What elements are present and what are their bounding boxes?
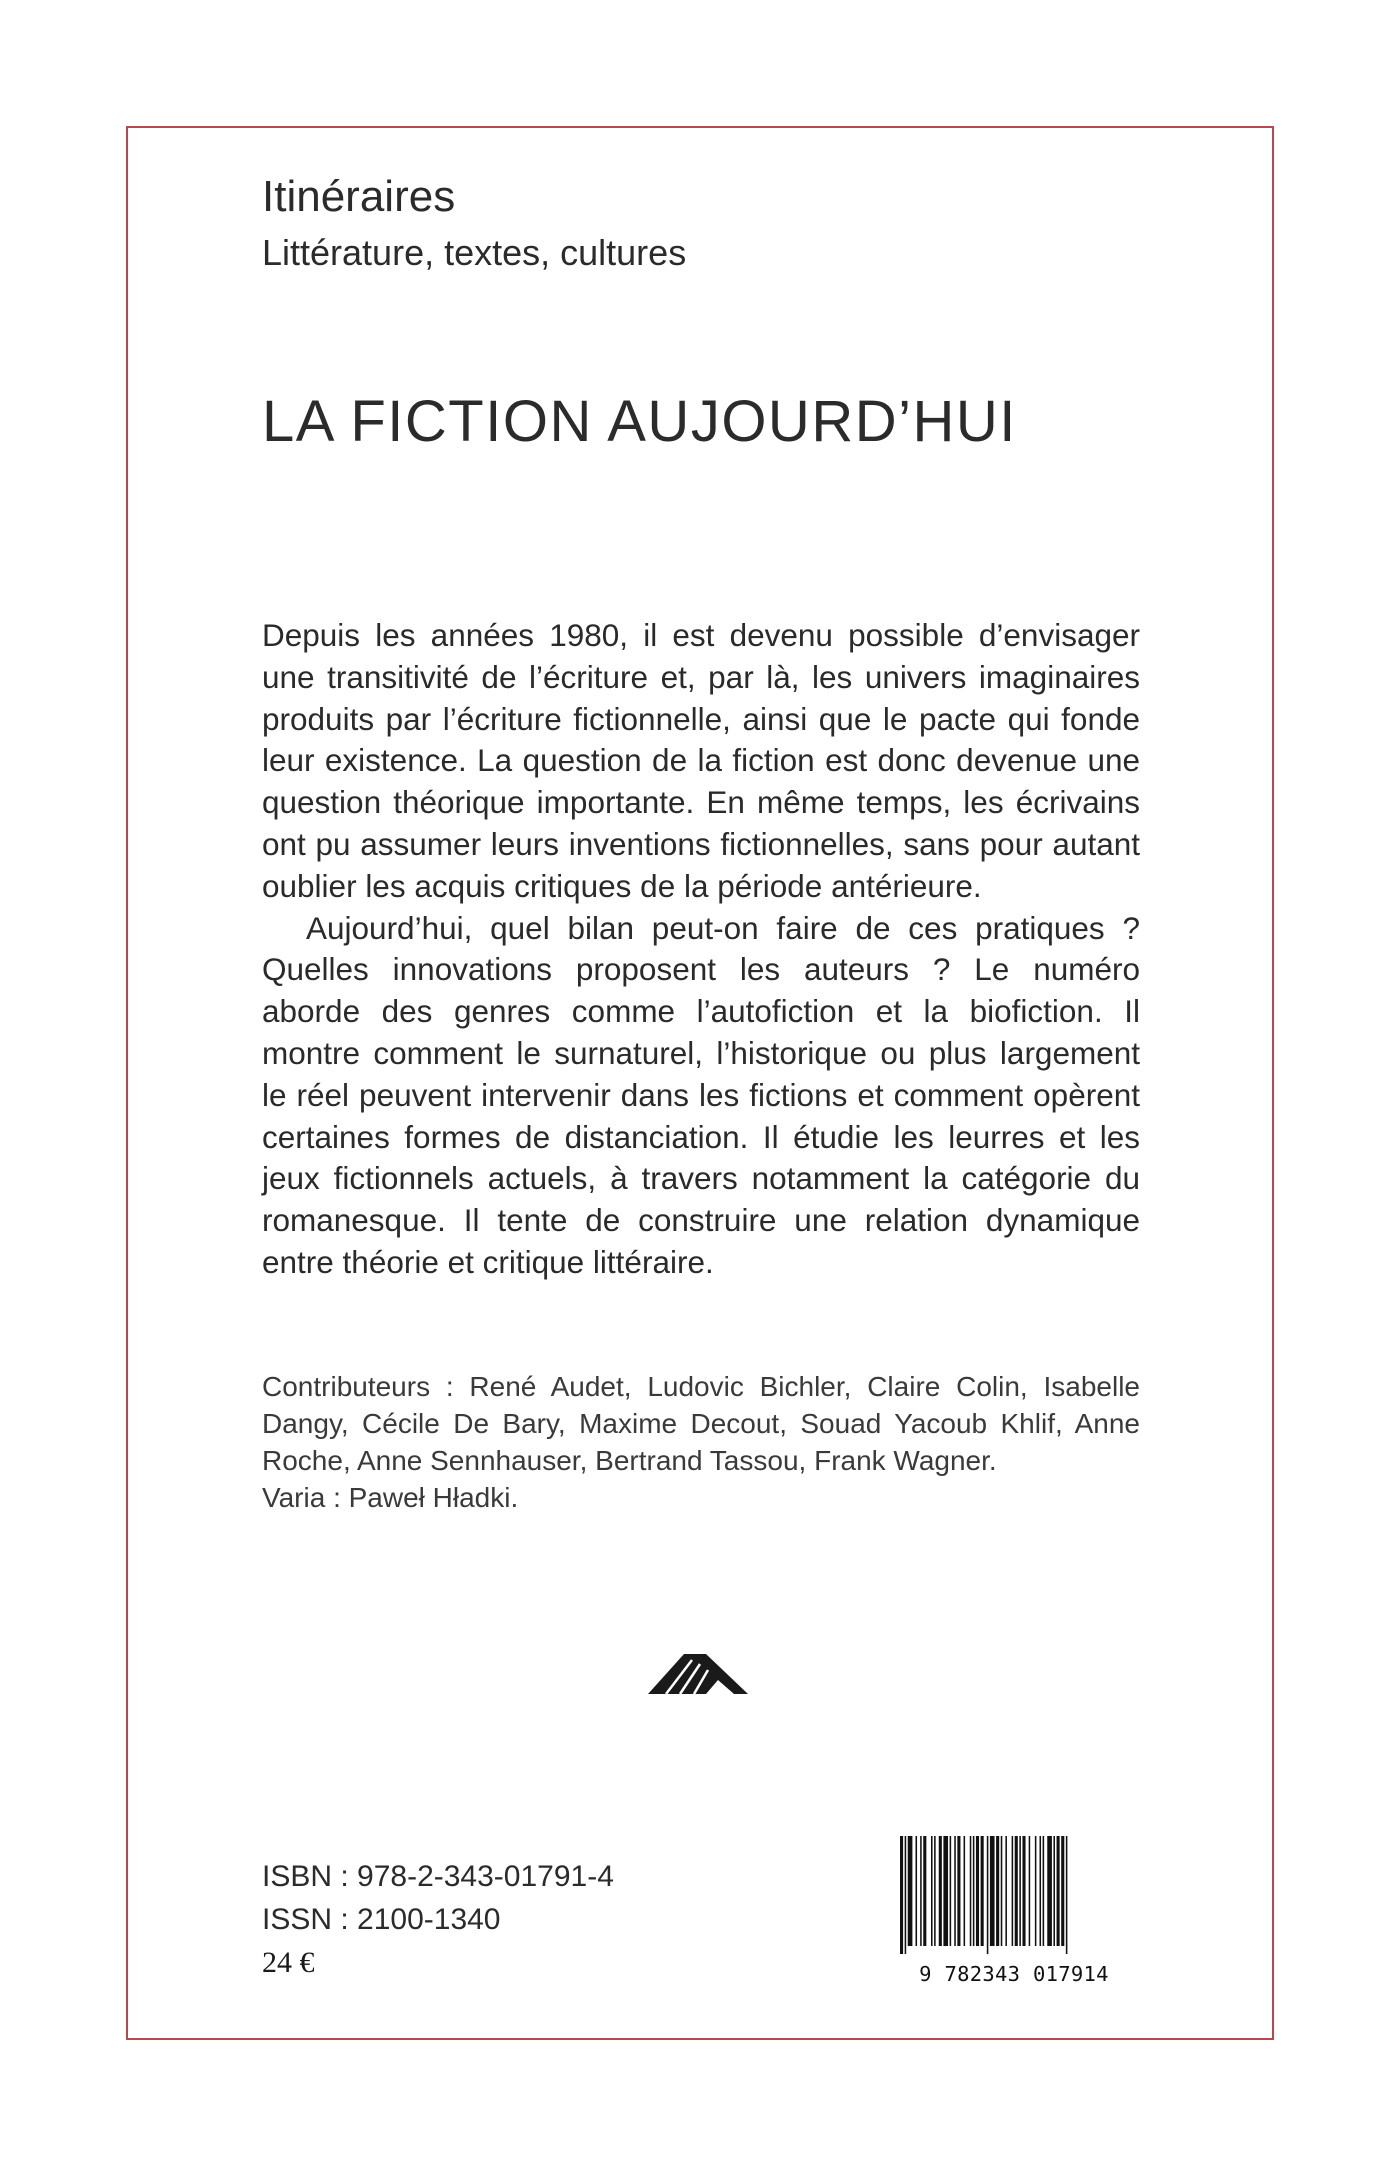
blurb [262,615,1140,1284]
series-title: Itinéraires [262,172,456,221]
barcode-digits: 9 782343 017914 [919,1962,1109,1986]
blurb-paragraph-2: Aujourd’hui, quel bilan peut-on faire de ces pratiques ? Quelles innovations proposent les auteurs ? Le numéro aborde des genres comme l’autofiction et la biofiction. Il montre comment le surnaturel, l’historique ou plus largement le réel peuvent intervenir dans les fictions et comment opèrent certaines formes de distanciation. Il étudie les leurres et les jeux fictionnels actuels, à travers notamment la catégorie du romanesque. Il tente de construire une relation dynamique entre théorie et critique littéraire. [262,909,1140,1280]
blurb-paragraph-1: Depuis les années 1980, il est devenu possible d’envisager une transitivité de l’écriture et, par là, les univers imaginaires produits par l’écriture fictionnelle, ainsi que le pacte qui fonde leur existence. La question de la fiction est donc devenue une question théorique importante. En même temps, les écrivains ont pu assumer leurs inventions fictionnelles, sans pour autant oublier les acquis critiques de la période antérieure. [262,617,1140,904]
contributors-list: Contributeurs : René Audet, Ludovic Bichler, Claire Colin, Isabelle Dangy, Cécile De Bary, Maxime Decout, Souad Yacoub Khlif, Anne Roche, Anne Sennhauser, Bertrand Tassou, Frank Wagner. [262,1371,1140,1476]
publisher-logo-icon [648,1650,748,1696]
varia-line: Varia : Paweł Hładki. [262,1482,519,1513]
issn: ISSN : 2100-1340 [262,1903,501,1936]
isbn: ISBN : 978-2-343-01791-4 [262,1860,614,1893]
contributors-section [262,1368,1140,1516]
price: 24 € [262,1946,315,1979]
barcode [898,1836,1130,1954]
series-subtitle: Littérature, textes, cultures [262,232,687,273]
book-title: LA FICTION AUJOURD’HUI [262,389,1017,454]
